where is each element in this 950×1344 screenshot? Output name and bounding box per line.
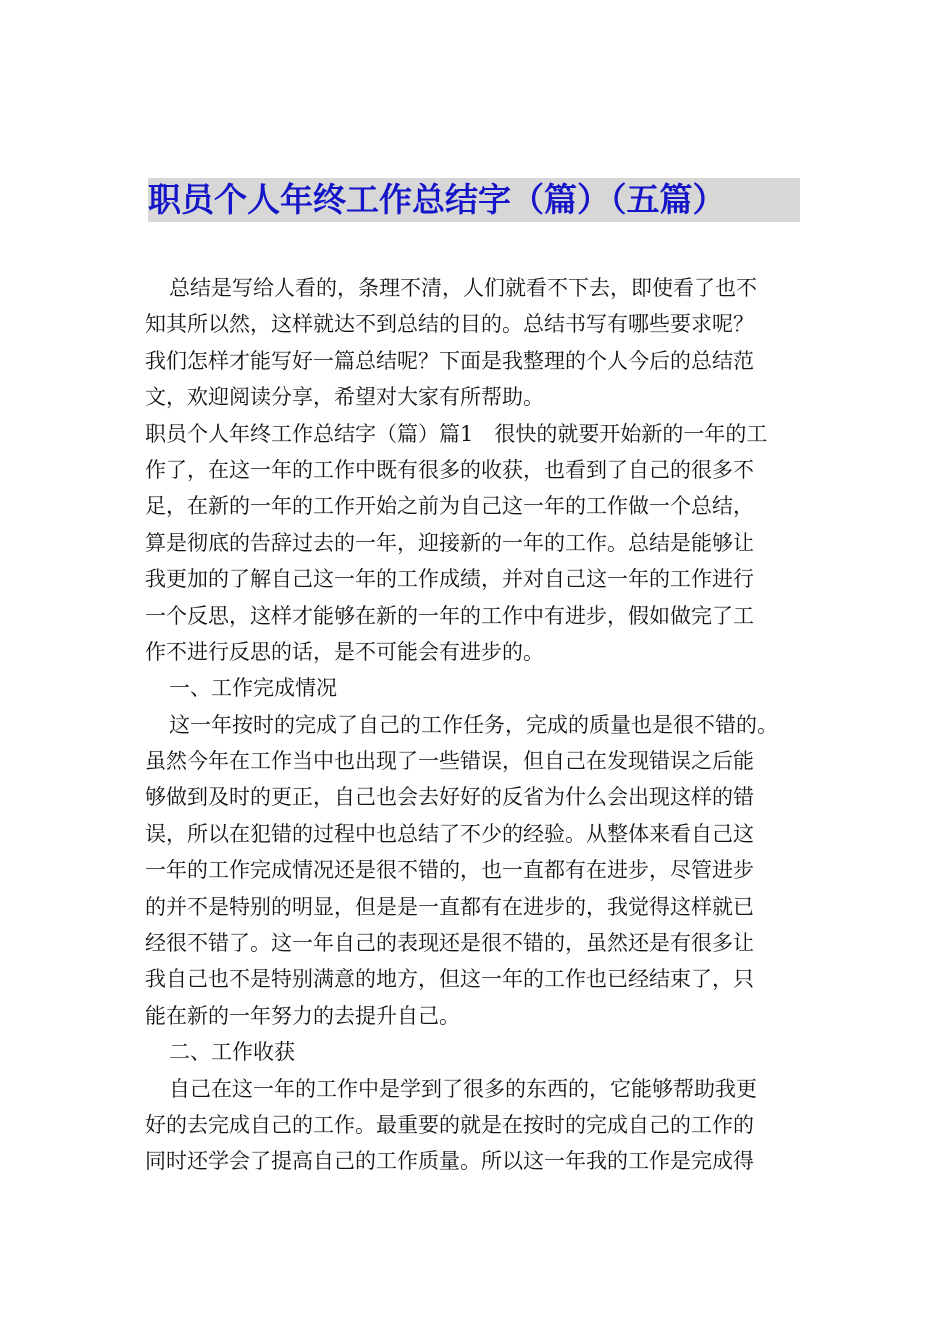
paragraph-line: 的并不是特别的明显，但是是一直都有在进步的，我觉得这样就已 <box>145 894 754 919</box>
paragraph-line: 文，欢迎阅读分享，希望对大家有所帮助。 <box>145 385 544 410</box>
paragraph-line: 自己在这一年的工作中是学到了很多的东西的，它能够帮助我更 <box>169 1076 757 1101</box>
paragraph-line: 误，所以在犯错的过程中也总结了不少的经验。从整体来看自己这 <box>145 821 754 846</box>
paragraph-line: 职员个人年终工作总结字（篇）篇1 很快的就要开始新的一年的工 <box>145 421 768 446</box>
paragraph-line: 总结是写给人看的，条理不清，人们就看不下去，即使看了也不 <box>169 276 757 300</box>
paragraph-line: 作不进行反思的话，是不可能会有进步的。 <box>145 639 544 664</box>
paragraph-line: 我自己也不是特别满意的地方，但这一年的工作也已经结束了，只 <box>145 967 754 992</box>
paragraph-line: 够做到及时的更正，自己也会去好好的反省为什么会出现这样的错 <box>145 785 754 810</box>
paragraph-line: 虽然今年在工作当中也出现了一些错误，但自己在发现错误之后能 <box>145 749 754 774</box>
document-title: 职员个人年终工作总结字（篇）（五篇） <box>148 180 726 219</box>
title-highlight <box>148 178 800 222</box>
paragraph-line: 我们怎样才能写好一篇总结呢？下面是我整理的个人今后的总结范 <box>145 348 754 373</box>
paragraph-line: 能在新的一年努力的去提升自己。 <box>145 1003 460 1028</box>
paragraph-line: 知其所以然，这样就达不到总结的目的。总结书写有哪些要求呢？ <box>145 312 754 337</box>
document-body <box>145 270 817 1180</box>
paragraph-line: 足，在新的一年的工作开始之前为自己这一年的工作做一个总结， <box>145 494 754 519</box>
paragraph-line: 我更加的了解自己这一年的工作成绩，并对自己这一年的工作进行 <box>145 567 754 592</box>
paragraph-line: 一个反思，这样才能够在新的一年的工作中有进步，假如做完了工 <box>145 603 754 628</box>
section-heading: 二、工作收获 <box>169 1040 295 1065</box>
paragraph-line: 算是彻底的告辞过去的一年，迎接新的一年的工作。总结是能够让 <box>145 530 754 555</box>
paragraph-line: 同时还学会了提高自己的工作质量。所以这一年我的工作是完成得 <box>145 1149 754 1174</box>
paragraph-line: 作了，在这一年的工作中既有很多的收获，也看到了自己的很多不 <box>145 457 754 482</box>
section-heading: 一、工作完成情况 <box>169 676 337 701</box>
paragraph-line: 经很不错了。这一年自己的表现还是很不错的，虽然还是有很多让 <box>145 931 754 956</box>
paragraph-line: 好的去完成自己的工作。最重要的就是在按时的完成自己的工作的 <box>145 1112 754 1137</box>
paragraph-line: 这一年按时的完成了自己的工作任务，完成的质量也是很不错的。 <box>169 712 778 737</box>
paragraph-line: 一年的工作完成情况还是很不错的，也一直都有在进步，尽管进步 <box>145 858 754 883</box>
